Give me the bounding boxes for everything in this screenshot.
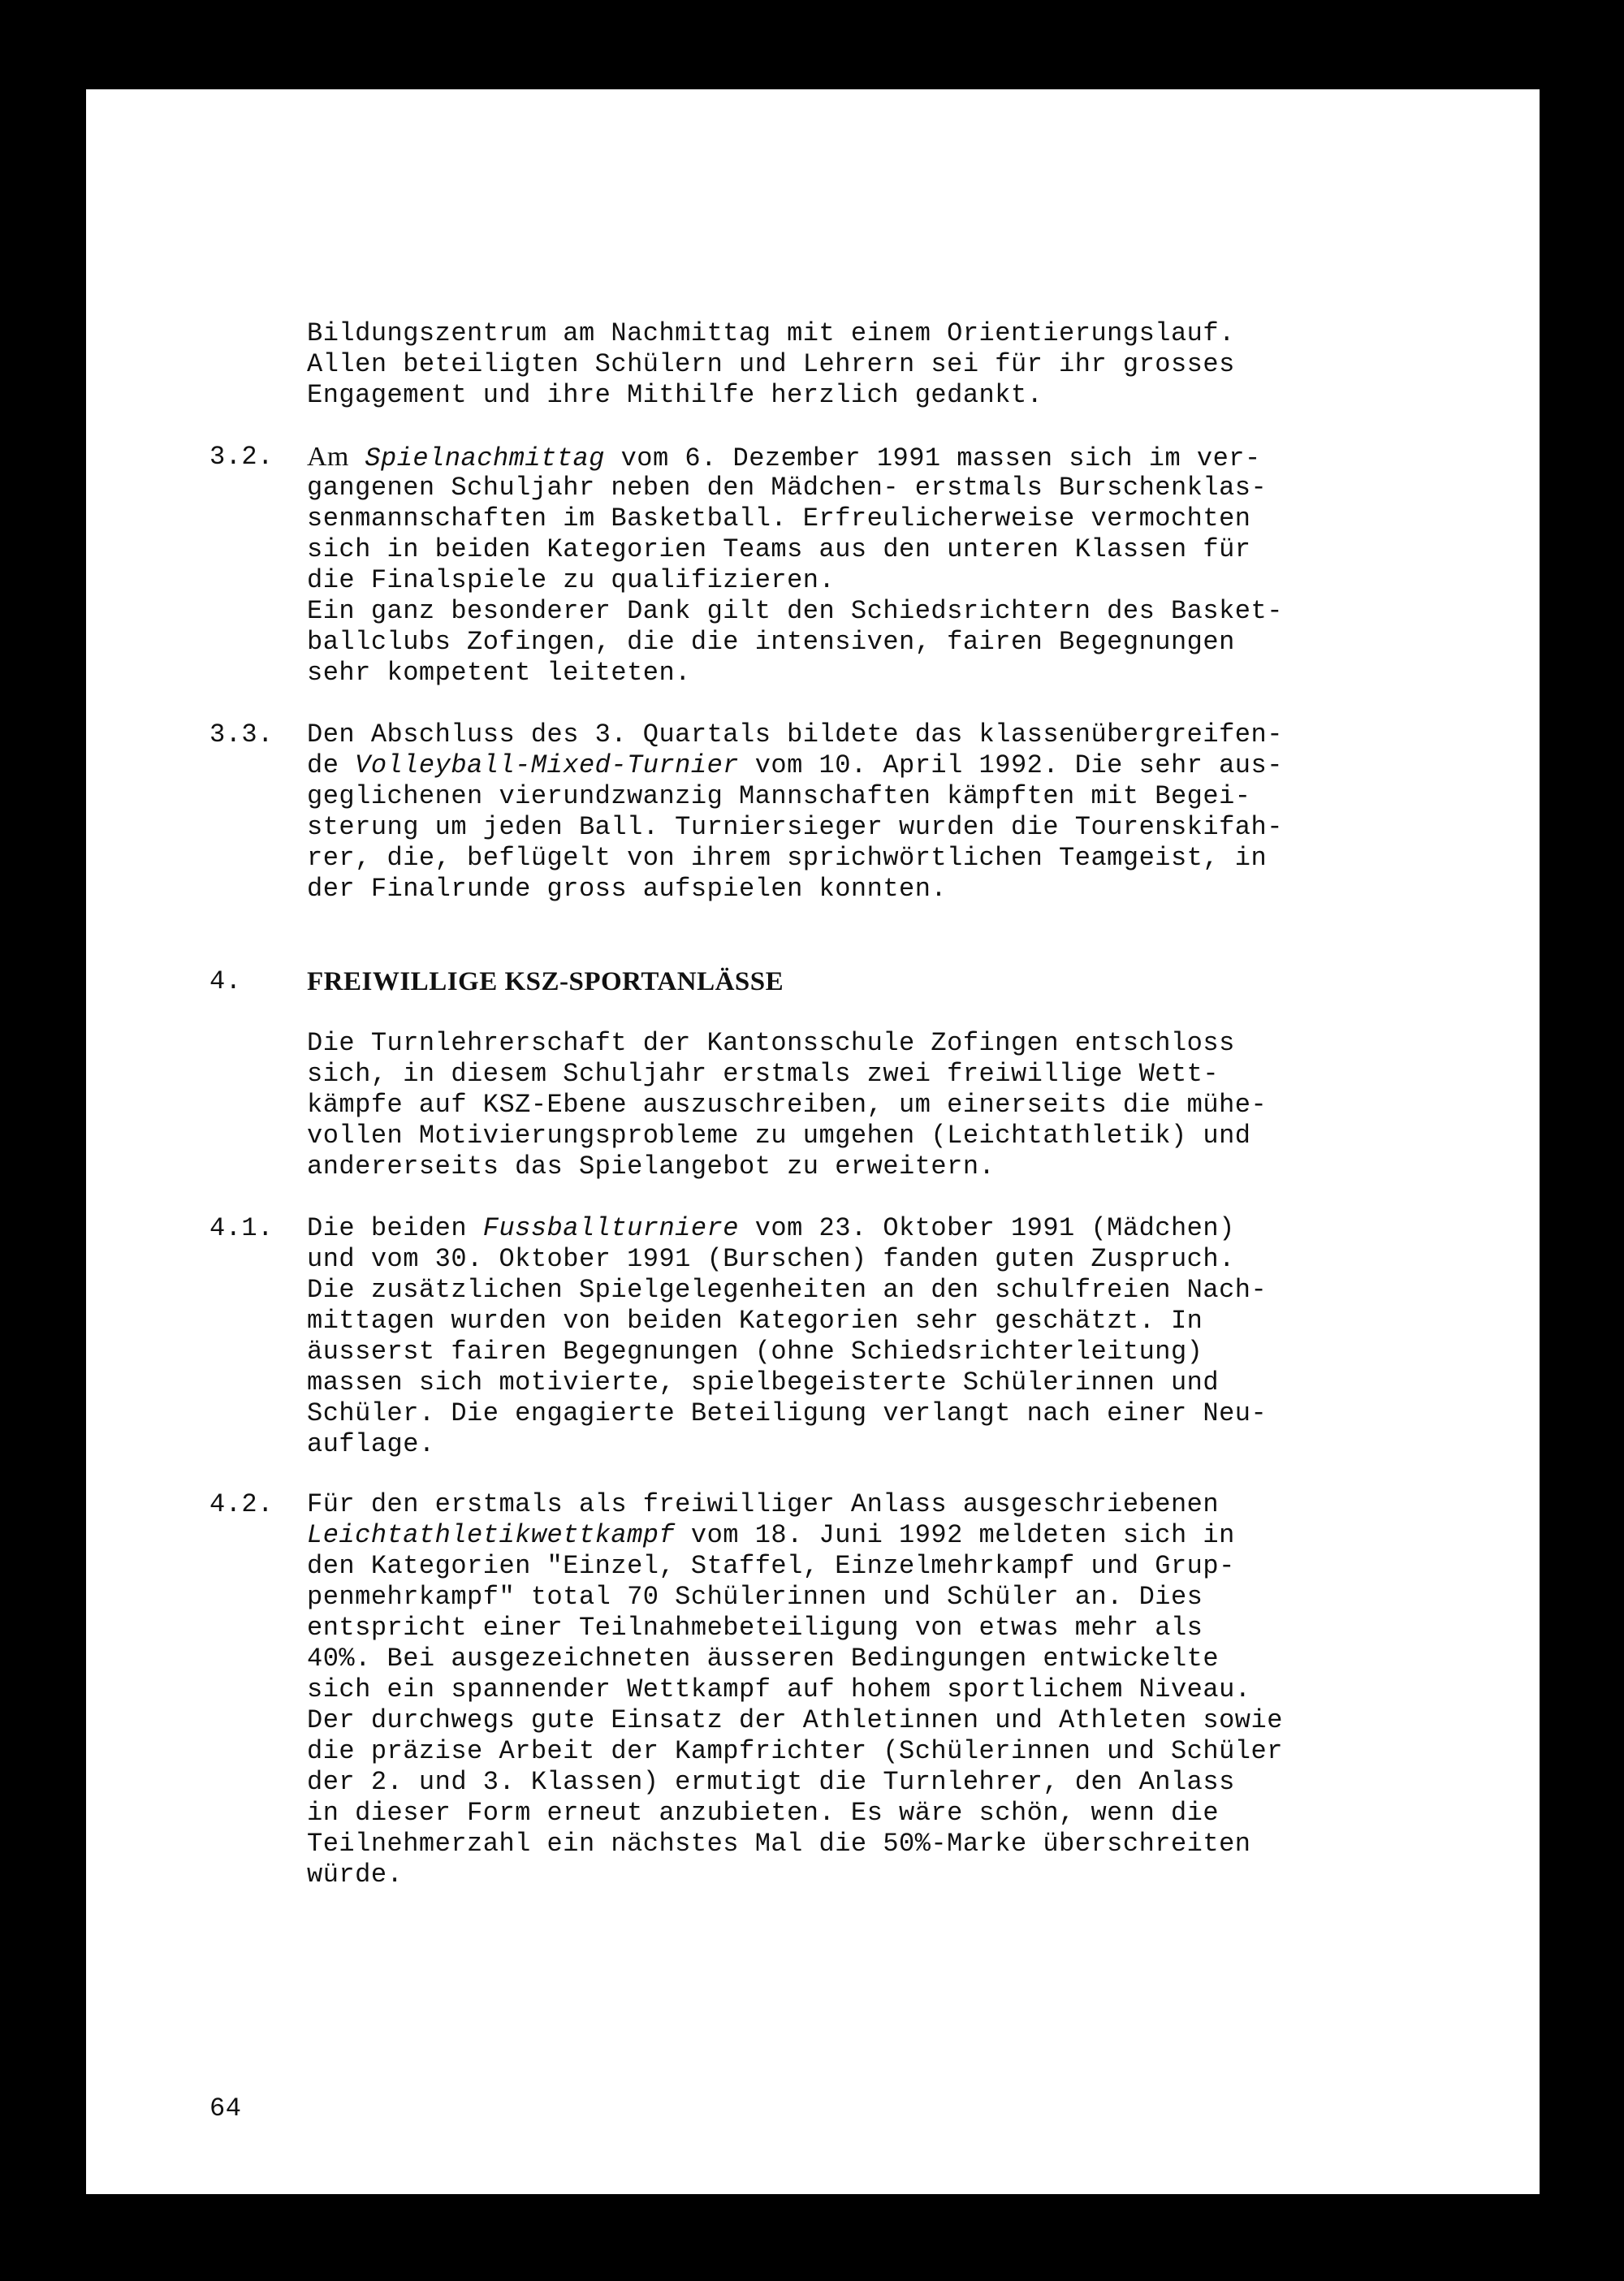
section-4-1-line: auflage. — [307, 1429, 435, 1459]
section-4-1-line: äusserst fairen Begegnungen (ohne Schiedsrichterleitung) — [307, 1337, 1203, 1367]
section-number: 4.2. — [209, 1489, 274, 1519]
section-4-2-line: der 2. und 3. Klassen) ermutigt die Turnlehrer, den Anlass — [307, 1767, 1235, 1797]
section-heading: FREIWILLIGE KSZ-SPORTANLÄSSE — [307, 967, 784, 996]
section-4-2-line: Der durchwegs gute Einsatz der Athletinnen und Athleten sowie — [307, 1705, 1283, 1735]
section-4-2-line: 40%. Bei ausgezeichneten äusseren Bedingungen entwickelte — [307, 1644, 1220, 1674]
event-title: Spielnachmittag — [365, 443, 605, 473]
section-4-2-line: sich ein spannender Wettkampf auf hohem sportlichem Niveau. — [307, 1674, 1251, 1704]
section-4-line: kämpfe auf KSZ-Ebene auszuschreiben, um einerseits die mühe- — [307, 1090, 1268, 1120]
section-4-1-line: massen sich motivierte, spielbegeisterte Schülerinnen und — [307, 1367, 1220, 1398]
section-4-2-line — [307, 1520, 1235, 1551]
section-3-2-line: die Finalspiele zu qualifizieren. — [307, 565, 836, 595]
section-4-2-line: entspricht einer Teilnahmebeteiligung von etwas mehr als — [307, 1613, 1203, 1643]
section-number: 3.2. — [209, 442, 274, 472]
event-title: Volleyball-Mixed-Turnier — [355, 750, 739, 780]
section-3-2-line: senmannschaften im Basketball. Erfreulicherweise vermochten — [307, 503, 1251, 534]
section-3-2-line: ballclubs Zofingen, die die intensiven, fairen Begegnungen — [307, 627, 1235, 657]
section-3-2-line: sehr kompetent leiteten. — [307, 658, 691, 688]
section-3-2-first-line — [307, 442, 1261, 474]
section-4-1-line: Schüler. Die engagierte Beteiligung verlangt nach einer Neu- — [307, 1398, 1268, 1428]
document-page — [86, 89, 1540, 2194]
section-3-3-line: rer, die, beflügelt von ihrem sprichwörtlichen Teamgeist, in — [307, 843, 1268, 873]
line-lead: de — [307, 750, 356, 780]
section-3-3-line: sterung um jeden Ball. Turniersieger wurden die Tourenskifah- — [307, 812, 1283, 842]
section-3-3-line: geglichenen vierundzwanzig Mannschaften kämpften mit Begei- — [307, 781, 1251, 811]
section-4-1-line: mittagen wurden von beiden Kategorien sehr geschätzt. In — [307, 1306, 1203, 1336]
page-content — [86, 89, 1540, 2194]
section-4-1-line: und vom 30. Oktober 1991 (Burschen) fanden guten Zuspruch. — [307, 1244, 1235, 1274]
section-4-2-line: Für den erstmals als freiwilliger Anlass ausgeschriebenen — [307, 1489, 1220, 1519]
intro-line: Engagement und ihre Mithilfe herzlich gedankt. — [307, 380, 1043, 410]
section-4-2-line: penmehrkampf" total 70 Schülerinnen und Schüler an. Dies — [307, 1582, 1203, 1612]
section-4-line: andererseits das Spielangebot zu erweitern. — [307, 1151, 996, 1182]
section-4-2-line: die präzise Arbeit der Kampfrichter (Schülerinnen und Schüler — [307, 1736, 1283, 1766]
section-3-3-line — [307, 750, 1283, 781]
lead-word: Am — [307, 442, 349, 472]
section-number: 4. — [209, 966, 242, 996]
section-4-1-line: Die zusätzlichen Spielgelegenheiten an den schulfreien Nach- — [307, 1275, 1268, 1305]
line-lead: Die beiden — [307, 1213, 483, 1243]
section-3-2-line: Ein ganz besonderer Dank gilt den Schiedsrichtern des Basket- — [307, 596, 1283, 626]
section-4-2-line: den Kategorien "Einzel, Staffel, Einzelmehrkampf und Grup- — [307, 1551, 1235, 1581]
section-3-3-line: der Finalrunde gross aufspielen konnten. — [307, 874, 948, 904]
section-number: 4.1. — [209, 1213, 274, 1243]
event-title: Fussballturniere — [482, 1213, 739, 1243]
line-rest: vom 18. Juni 1992 meldeten sich in — [675, 1520, 1235, 1550]
section-number: 3.3. — [209, 719, 274, 750]
intro-line: Allen beteiligten Schülern und Lehrern sei für ihr grosses — [307, 349, 1235, 379]
section-4-line: sich, in diesem Schuljahr erstmals zwei freiwillige Wett- — [307, 1059, 1220, 1089]
line-rest: vom 6. Dezember 1991 massen sich im ver- — [604, 443, 1261, 473]
section-4-2-line: würde. — [307, 1860, 404, 1890]
section-4-2-line: Teilnehmerzahl ein nächstes Mal die 50%-Marke überschreiten — [307, 1829, 1251, 1859]
page-number: 64 — [209, 2093, 242, 2123]
section-4-line: vollen Motivierungsprobleme zu umgehen (Leichtathletik) und — [307, 1121, 1251, 1151]
event-title: Leichtathletikwettkampf — [307, 1520, 676, 1550]
section-3-2-line: gangenen Schuljahr neben den Mädchen- erstmals Burschenklas- — [307, 473, 1268, 503]
intro-line: Bildungszentrum am Nachmittag mit einem Orientierungslauf. — [307, 318, 1235, 348]
section-4-1-first-line — [307, 1213, 1235, 1244]
section-4-2-line: in dieser Form erneut anzubieten. Es wäre schön, wenn die — [307, 1798, 1220, 1828]
section-4-line: Die Turnlehrerschaft der Kantonsschule Zofingen entschloss — [307, 1028, 1235, 1058]
line-rest: vom 10. April 1992. Die sehr aus- — [738, 750, 1283, 780]
section-3-3-line: Den Abschluss des 3. Quartals bildete das klassenübergreifen- — [307, 719, 1283, 750]
line-rest: vom 23. Oktober 1991 (Mädchen) — [738, 1213, 1235, 1243]
section-3-2-line: sich in beiden Kategorien Teams aus den unteren Klassen für — [307, 534, 1251, 564]
